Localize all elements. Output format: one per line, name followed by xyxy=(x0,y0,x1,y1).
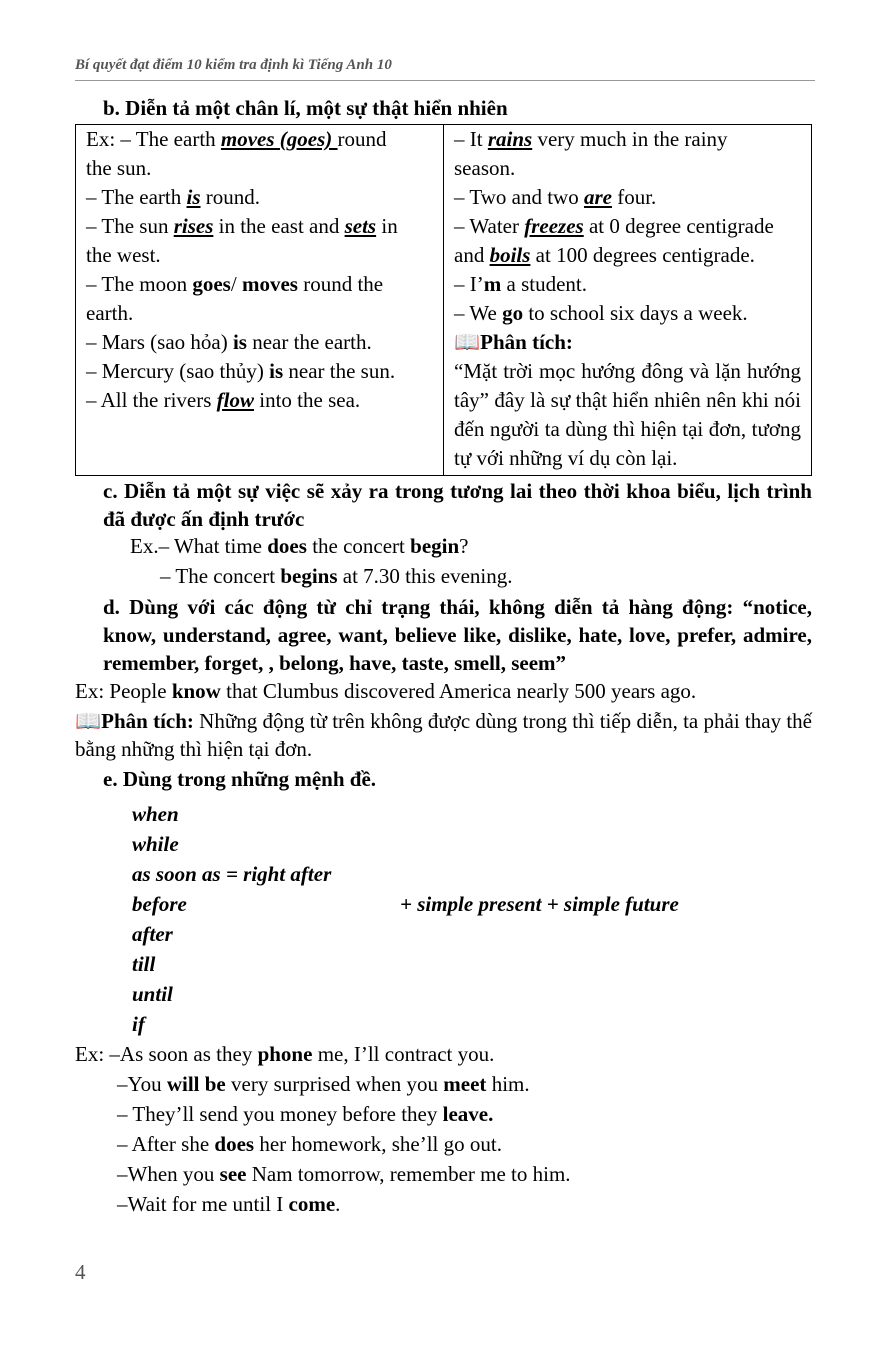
conjunction-item: when xyxy=(132,802,179,826)
analysis-text: “Mặt trời mọc hướng đông và lặn hướng tây” đây là sự thật hiển nhiên nên khi nói đến người ta dùng thì hiện tại đơn, tương tự với những ví dụ còn lại. xyxy=(454,359,801,470)
examples-table xyxy=(75,124,812,476)
conjunction-item: as soon as = right after xyxy=(132,862,332,886)
section-c-example-2: – The concert begins at 7.30 this evening. xyxy=(160,564,513,588)
conjunction-item: until xyxy=(132,982,173,1006)
section-e-example: Ex: –As soon as they phone me, I’ll contract you. xyxy=(75,1042,495,1066)
conjunction-item: after xyxy=(132,922,173,946)
section-c-heading: c. Diễn tả một sự việc sẽ xảy ra trong tương lai theo thời khoa biểu, lịch trình đã được ấn định trước xyxy=(103,479,812,531)
tense-formula: + simple present + simple future xyxy=(400,892,679,916)
conjunction-item: till xyxy=(132,952,156,976)
book-icon: 📖 xyxy=(454,330,481,354)
book-icon: 📖 xyxy=(75,709,102,733)
section-d-heading: d. Dùng với các động từ chỉ trạng thái, không diễn tả hàng động: “notice, know, understand, agree, want, believe like, dislike, hate, love, prefer, admire, remember, forget, , belong, have, taste, smell, seem” xyxy=(103,595,812,675)
conjunction-item: before xyxy=(132,892,187,916)
section-e-example: – After she does her homework, she’ll go out. xyxy=(117,1132,502,1156)
running-header: Bí quyết đạt điểm 10 kiểm tra định kì Tiếng Anh 10 xyxy=(75,55,815,81)
section-e-example: –Wait for me until I come. xyxy=(117,1192,341,1216)
section-d-analysis: 📖Phân tích: Những động từ trên không được dùng trong thì tiếp diễn, ta phải thay thế bằng những thì hiện tại đơn. xyxy=(75,709,812,761)
section-b-heading: b. Diễn tả một chân lí, một sự thật hiển nhiên xyxy=(103,96,508,120)
section-e-example: –When you see Nam tomorrow, remember me to him. xyxy=(117,1162,571,1186)
conjunction-item: while xyxy=(132,832,179,856)
section-e-heading: e. Dùng trong những mệnh đề. xyxy=(103,767,377,791)
conjunction-item: if xyxy=(132,1012,145,1036)
section-e-example: – They’ll send you money before they leave. xyxy=(117,1102,494,1126)
page-number: 4 xyxy=(75,1260,86,1284)
left-column: Ex: – The earth moves (goes) round the sun. – The earth is round. – The sun rises in the east and sets in the west. – The moon goes/ moves round the earth. – Mars (sao hỏa) is near the earth. – Mercury (sao thủy) is near the sun. – All the rivers flow into the sea. xyxy=(76,125,444,476)
section-e-example: –You will be very surprised when you meet him. xyxy=(117,1072,530,1096)
section-c-example-1: Ex.– What time does the concert begin? xyxy=(130,534,469,558)
section-d-example: Ex: People know that Clumbus discovered America nearly 500 years ago. xyxy=(75,679,697,703)
right-column: – It rains very much in the rainy season. – Two and two are four. – Water freezes at 0 degree centigrade and boils at 100 degrees centigrade. – I’m a student. – We go to school six days a week. 📖Phân tích: “Mặt trời mọc hướng đông và lặn hướng tây” đây là sự thật hiển nhiên nên khi nói đến người ta dùng thì hiện tại đơn, tương tự với những ví dụ còn lại. xyxy=(444,125,812,476)
